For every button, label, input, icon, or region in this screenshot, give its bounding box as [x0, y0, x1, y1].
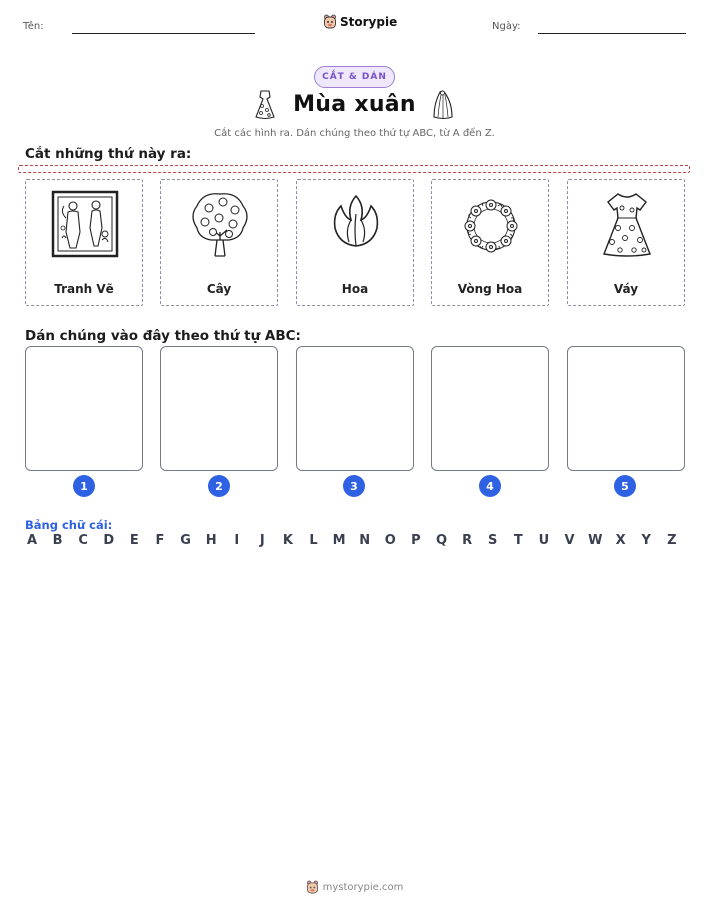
cut-card-flower[interactable] [296, 179, 414, 306]
alphabet-letter: U [538, 533, 550, 548]
alphabet-letter: S [488, 533, 498, 548]
alphabet-letter: P [411, 533, 421, 548]
paste-box-2[interactable] [160, 346, 278, 471]
alphabet-heading: Bảng chữ cái: [25, 518, 113, 532]
paste-box-3[interactable] [296, 346, 414, 471]
alphabet-letter: X [615, 533, 626, 548]
dress-icon [592, 188, 662, 260]
order-number-2: 2 [208, 475, 230, 497]
cut-card-label: Tranh Vẽ [54, 282, 114, 296]
footer [0, 880, 709, 895]
alphabet-letter: I [234, 533, 240, 548]
date-line[interactable] [538, 33, 686, 34]
flower-icon [321, 188, 391, 260]
alphabet-letter: A [26, 533, 38, 548]
alphabet-letter: W [588, 533, 603, 548]
storypie-mascot-icon [323, 14, 337, 30]
cut-line [18, 165, 690, 173]
alphabet-letter: C [78, 533, 88, 548]
cut-card-label: Vòng Hoa [457, 282, 523, 296]
alphabet-letter: Y [641, 533, 651, 548]
instructions: Cắt các hình ra. Dán chúng theo thứ tự ABC, từ A đến Z. [214, 128, 495, 139]
order-number-4: 4 [479, 475, 501, 497]
alphabet-letter: V [564, 533, 575, 548]
order-number-5: 5 [614, 475, 636, 497]
painting-icon [50, 188, 120, 260]
order-number-1: 1 [73, 475, 95, 497]
cut-card-tree[interactable] [160, 179, 278, 306]
footer-site[interactable]: mystorypie.com [322, 882, 404, 893]
cut-card-label: Hoa [341, 282, 369, 296]
name-label: Tên: [23, 21, 44, 32]
tree-icon [185, 188, 255, 260]
cut-card-wreath[interactable] [431, 179, 549, 306]
cut-card-dress[interactable] [567, 179, 685, 306]
cut-card-label: Cây [206, 282, 232, 296]
alphabet-letter: H [205, 533, 217, 548]
alphabet-letter: Q [435, 533, 448, 548]
alphabet-letter: R [462, 533, 473, 548]
alphabet-row [25, 533, 685, 551]
activity-badge: CẮT & DÁN [314, 66, 395, 88]
order-number-3: 3 [343, 475, 365, 497]
alphabet-letter: G [180, 533, 191, 548]
alphabet-letter: E [129, 533, 139, 548]
paste-box-1[interactable] [25, 346, 143, 471]
name-line[interactable] [72, 33, 255, 34]
alphabet-letter: M [332, 533, 346, 548]
storypie-mascot-icon [306, 880, 319, 895]
alphabet-letter: F [155, 533, 165, 548]
cut-card-painting[interactable] [25, 179, 143, 306]
alphabet-letter: T [513, 533, 523, 548]
paste-box-4[interactable] [431, 346, 549, 471]
veil-deco-icon [428, 89, 456, 121]
page-title: Mùa xuân [293, 92, 416, 117]
alphabet-letter: K [282, 533, 293, 548]
brand-logo [323, 14, 397, 30]
alphabet-letter: Z [667, 533, 677, 548]
alphabet-letter: L [309, 533, 318, 548]
paste-heading: Dán chúng vào đây theo thứ tự ABC: [25, 328, 301, 344]
date-label: Ngày: [492, 21, 521, 32]
wreath-icon [456, 188, 526, 260]
alphabet-letter: O [384, 533, 396, 548]
alphabet-letter: B [52, 533, 63, 548]
cut-heading: Cắt những thứ này ra: [25, 146, 192, 162]
alphabet-letter: D [103, 533, 115, 548]
brand-name: Storypie [340, 15, 398, 29]
alphabet-letter: N [359, 533, 371, 548]
alphabet-letter: J [259, 533, 265, 548]
cut-card-label: Váy [613, 282, 639, 296]
paste-box-5[interactable] [567, 346, 685, 471]
